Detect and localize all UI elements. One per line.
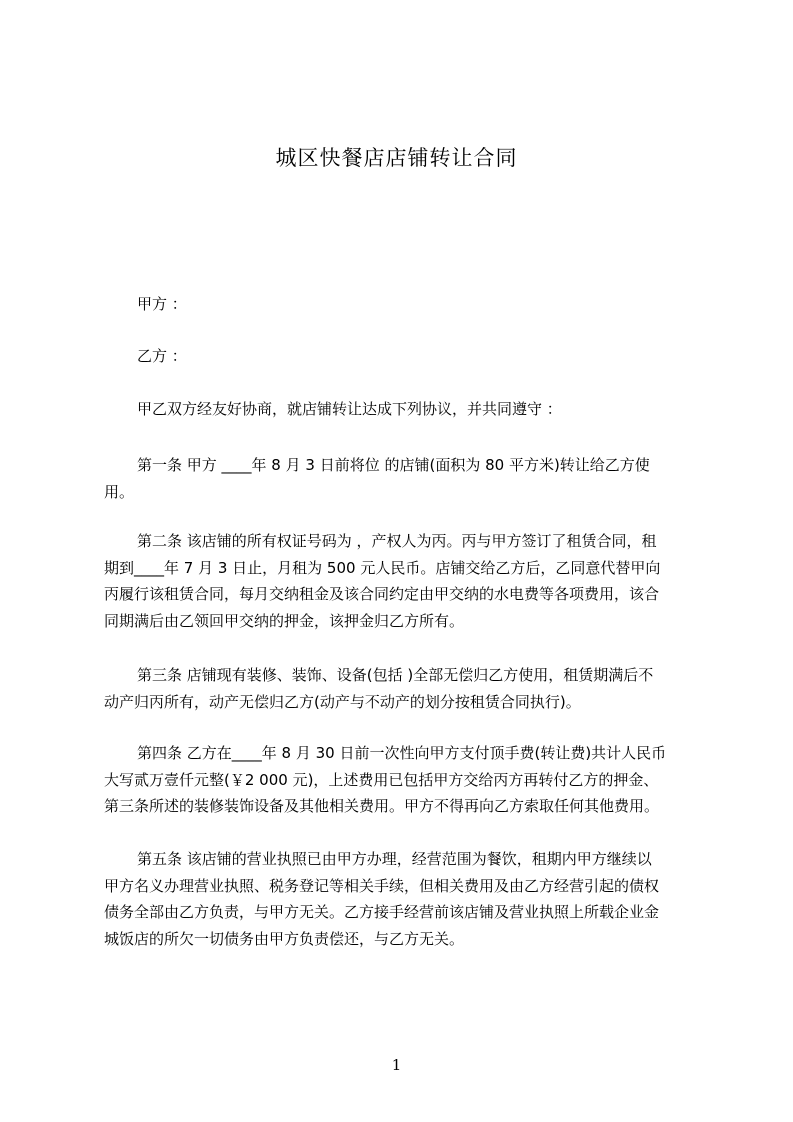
- article-3-line-1: 第三条 店铺现有装修、装饰、设备(包括 )全部无偿归乙方使用，租赁期满后不: [137, 666, 654, 684]
- intro-line: 甲乙双方经友好协商，就店铺转让达成下列协议，并共同遵守 ：: [137, 400, 562, 418]
- article-2-line-2: 期到____年 7 月 3 日止，月租为 500 元人民币。店铺交给乙方后，乙同意代替甲向: [104, 558, 661, 577]
- page-title: 城区快餐店店铺转让合同: [275, 146, 518, 170]
- article-4-line-2: 大写贰万壹仟元整(￥2 000 元)，上述费用已包括甲方交给丙方再转付乙方的押金、: [104, 770, 659, 789]
- article-1-line-1: 第一条 甲方 ____年 8 月 3 日前将位 的店铺(面积为 80 平方米)转让给乙方使: [137, 456, 650, 474]
- page-number: 1: [391, 1056, 402, 1074]
- article-1: [104, 452, 704, 505]
- article-2-line-1: 第二条 该店铺的所有权证号码为 ，产权人为丙。丙与甲方签订了租赁合同，租: [137, 532, 657, 550]
- article-5-line-4: 城饭店的所欠一切债务由甲方负责偿还，与乙方无关。: [104, 929, 465, 948]
- article-5-line-3: 债务全部由乙方负责，与甲方无关。乙方接手经营前该店铺及营业执照上所载企业金: [104, 903, 660, 921]
- party-b-line: 乙方 ：: [137, 347, 187, 365]
- article-2-line-3: 丙履行该租赁合同，每月交纳租金及该合同约定由甲交纳的水电费等各项费用，该合: [104, 585, 660, 603]
- article-3-line-2: 动产归丙所有，动产无偿归乙方(动产与不动产的划分按租赁合同执行)。: [104, 692, 581, 711]
- article-1-line-2: 用。: [104, 482, 135, 501]
- article-5-line-2: 甲方名义办理营业执照、税务登记等相关手续，但相关费用及由乙方经营引起的债权: [104, 876, 660, 895]
- article-2: [104, 528, 704, 634]
- article-5: [104, 846, 704, 952]
- article-5-line-1: 第五条 该店铺的营业执照已由甲方办理，经营范围为餐饮，租期内甲方继续以: [137, 850, 652, 868]
- party-a-line: 甲方 ：: [137, 295, 187, 313]
- article-4-line-3: 第三条所述的装修装饰设备及其他相关费用。甲方不得再向乙方索取任何其他费用。: [104, 797, 660, 815]
- article-2-line-4: 同期满后由乙领回甲交纳的押金，该押金归乙方所有。: [104, 611, 465, 630]
- article-4: [104, 740, 704, 820]
- article-4-line-1: 第四条 乙方在____年 8 月 30 日前一次性向甲方支付顶手费(转让费)共计人民币: [137, 744, 667, 762]
- article-3: [104, 662, 704, 715]
